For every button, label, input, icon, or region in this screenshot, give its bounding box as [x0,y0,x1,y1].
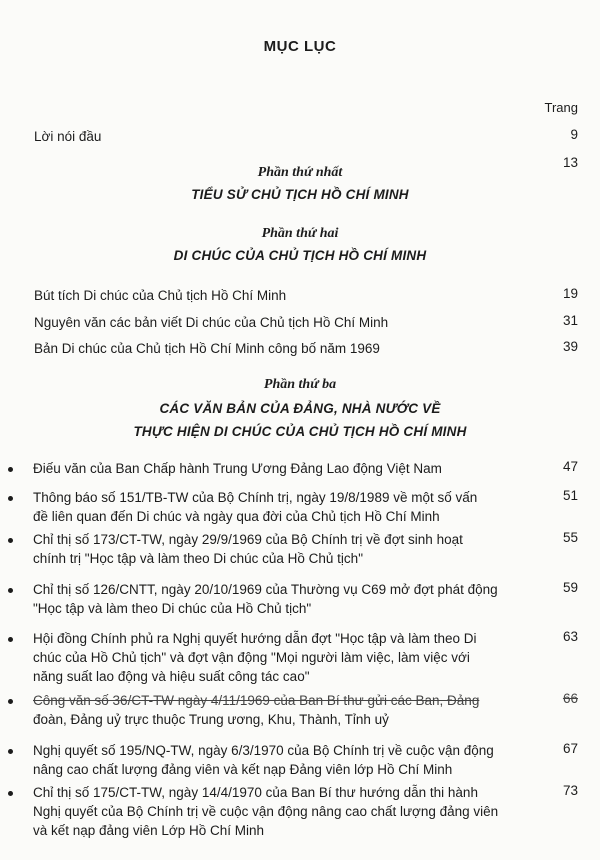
bullet-icon [8,496,13,501]
page-title: MỤC LỤC [263,38,337,55]
bullet-icon [8,588,13,593]
toc-page-part1: 13 [562,155,578,170]
toc-page: 66 [562,691,578,706]
toc-entry[interactable]: Thông báo số 151/TB-TW của Bộ Chính trị, ngày 19/8/1989 về một số vấn đề liên quan đến Di chúc và ngày qua đời của Chủ tịch Hồ Chí Minh [33,490,478,524]
bullet-icon [8,637,13,642]
toc-entry[interactable]: Nguyên văn các bản viết Di chúc của Chủ tịch Hồ Chí Minh [34,315,389,330]
bullet-icon [8,749,13,754]
toc-entry[interactable]: Chỉ thị số 126/CNTT, ngày 20/10/1969 của Thường vụ C69 mở đợt phát động "Học tập và làm theo Di chúc của Hồ Chủ tịch" [33,582,498,616]
toc-entry[interactable]: Chỉ thị số 175/CT-TW, ngày 14/4/1970 của Ban Bí thư hướng dẫn thi hành Nghị quyết của Bộ Chính trị về cuộc vận động nâng cao chất lượng đảng viên và kết nạp đảng viên Lớp Hồ Chí Minh [33,785,499,838]
toc-entry-intro[interactable]: Lời nói đầu [34,129,102,144]
part3-subtitle-line2: THỰC HIỆN DI CHÚC CỦA CHỦ TỊCH HỒ CHÍ MINH [133,424,467,439]
part3-heading: Phần thứ ba [263,377,337,392]
toc-entry[interactable]: Hội đồng Chính phủ ra Nghị quyết hướng dẫn đợt "Học tập và làm theo Di chúc của Hồ Chủ tịch" và đợt vận động "Mọi người làm việc, làm việc với năng suất lao động và hiệu suất công tác cao" [33,631,477,684]
toc-entry[interactable]: Điếu văn của Ban Chấp hành Trung Ương Đảng Lao động Việt Nam [33,461,442,476]
toc-page: 39 [562,339,578,354]
toc-entry[interactable]: Chỉ thị số 173/CT-TW, ngày 29/9/1969 của Bộ Chính trị về đợt sinh hoạt chính trị "Học tập và làm theo Di chúc của Hồ Chủ tịch" [33,532,463,566]
part1-subtitle[interactable]: TIỂU SỬ CHỦ TỊCH HỒ CHÍ MINH [191,187,409,202]
toc-page: 47 [562,459,578,474]
toc-page: 19 [562,286,578,301]
toc-page: 73 [562,783,578,798]
toc-page: 31 [562,313,578,328]
part2-subtitle: DI CHÚC CỦA CHỦ TỊCH HỒ CHÍ MINH [173,248,427,263]
bullet-icon [8,467,13,472]
part1-heading: Phần thứ nhất [257,165,343,180]
part2-heading: Phần thứ hai [261,226,339,241]
toc-page: 67 [562,741,578,756]
bullet-icon [8,538,13,543]
toc-page: 59 [562,580,578,595]
bullet-icon [8,699,13,704]
part3-subtitle-line1: CÁC VĂN BẢN CỦA ĐẢNG, NHÀ NƯỚC VỀ [159,401,441,416]
toc-page: 51 [562,488,578,503]
toc-page-intro: 9 [570,127,578,142]
toc-page: 55 [562,530,578,545]
toc-page: 63 [562,629,578,644]
toc-entry[interactable]: Nghị quyết số 195/NQ-TW, ngày 6/3/1970 của Bộ Chính trị về cuộc vận động nâng cao chất lượng đảng viên và kết nạp Đảng viên lớp Hồ Chí Minh [33,743,494,777]
bullet-icon [8,791,13,796]
page-column-label: Trang [544,100,578,115]
toc-entry[interactable]: Bút tích Di chúc của Chủ tịch Hồ Chí Minh [34,288,287,303]
toc-entry[interactable]: Công văn số 36/CT-TW ngày 4/11/1969 của Ban Bí thư gửi các Ban, Đảng đoàn, Đảng uỷ trực thuộc Trung ương, Khu, Thành, Tỉnh uỷ [33,693,480,727]
toc-entry[interactable]: Bản Di chúc của Chủ tịch Hồ Chí Minh công bố năm 1969 [34,341,380,356]
